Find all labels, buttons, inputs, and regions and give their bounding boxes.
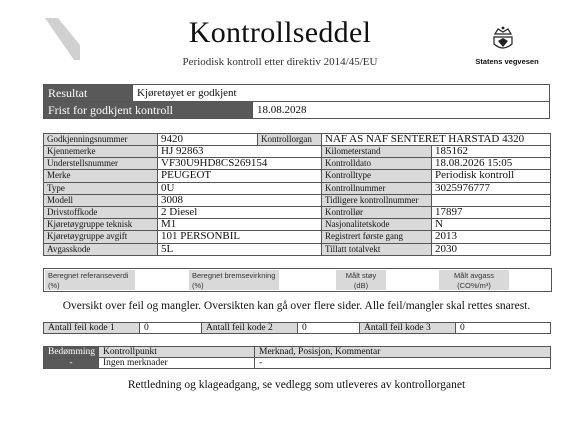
error-count-table bbox=[43, 322, 551, 334]
detail-label: Drivstoffkode bbox=[44, 206, 158, 218]
detail-value: 17897 bbox=[432, 206, 551, 218]
detail-label: Type bbox=[44, 182, 158, 194]
detail-value: 3025976777 bbox=[432, 182, 551, 194]
detail-label: Registrert første gang bbox=[322, 231, 432, 243]
error-count-label: Antall feil kode 1 bbox=[44, 323, 140, 334]
detail-label: Merke bbox=[44, 170, 158, 182]
page-title: Kontrollseddel bbox=[188, 16, 372, 49]
remarks-table bbox=[43, 346, 551, 369]
crown-logo-icon bbox=[486, 22, 520, 56]
detail-value: 185162 bbox=[432, 146, 551, 158]
detail-label: Tillatt totalvekt bbox=[322, 243, 432, 255]
detail-label: Kjøretøygruppe teknisk bbox=[44, 219, 158, 231]
detail-value: 2 Diesel bbox=[158, 206, 322, 218]
detail-label: Kontrollør bbox=[322, 206, 432, 218]
detail-value: PEUGEOT bbox=[158, 170, 322, 182]
measurements-box bbox=[43, 268, 552, 292]
error-count-label: Antall feil kode 3 bbox=[360, 323, 456, 334]
detail-label: Godkjenningsnummer bbox=[44, 134, 158, 146]
detail-value: 9420 bbox=[158, 134, 258, 146]
exhaust-label: Målt avgass (CO%/m³) bbox=[439, 270, 509, 290]
result-table bbox=[43, 84, 550, 102]
result-value: Kjøretøyet er godkjent bbox=[133, 85, 550, 102]
detail-value: 3008 bbox=[158, 194, 322, 206]
detail-label: Kontrolltype bbox=[322, 170, 432, 182]
detail-label: Nasjonalitetskode bbox=[322, 219, 432, 231]
deadline-label: Frist for godkjent kontroll bbox=[44, 102, 253, 119]
reference-value-label: Beregnet referanseverdi (%) bbox=[45, 270, 135, 290]
detail-label: Kontrolldato bbox=[322, 158, 432, 170]
brake-effect-label: Beregnet bremsevirkning (%) bbox=[189, 270, 279, 290]
error-count-value: 0 bbox=[140, 323, 202, 334]
remarks-header-assessment: Bedømming bbox=[44, 347, 99, 358]
detail-label: Understellsnummer bbox=[44, 158, 158, 170]
noise-label: Målt støy (dB) bbox=[336, 270, 386, 290]
error-count-value: 0 bbox=[298, 323, 360, 334]
detail-label: Kjøretøygruppe avgift bbox=[44, 231, 158, 243]
remarks-row-note: - bbox=[255, 358, 551, 369]
detail-value: M1 bbox=[158, 219, 322, 231]
footer-text: Rettledning og klageadgang, se vedlegg som utleveres av kontrollorganet bbox=[127, 379, 466, 391]
error-count-value: 0 bbox=[456, 323, 551, 334]
remarks-row-assessment: - bbox=[44, 358, 99, 369]
error-count-label: Antall feil kode 2 bbox=[202, 323, 298, 334]
logo-text: Statens vegvesen bbox=[475, 57, 539, 66]
detail-label: Tidligere kontrollnummer bbox=[322, 194, 432, 206]
detail-label: Modell bbox=[44, 194, 158, 206]
detail-value: HJ 92863 bbox=[158, 146, 322, 158]
remarks-row-checkpoint: Ingen merknader bbox=[99, 358, 255, 369]
detail-value: VF30U9HD8CS269154 bbox=[158, 158, 322, 170]
detail-value: Periodisk kontroll bbox=[432, 170, 551, 182]
remarks-header-checkpoint: Kontrollpunkt bbox=[99, 347, 255, 358]
detail-label: Kontrollnummer bbox=[322, 182, 432, 194]
detail-value: 2013 bbox=[432, 231, 551, 243]
detail-label: Kjennemerke bbox=[44, 146, 158, 158]
detail-value: 0U bbox=[158, 182, 322, 194]
detail-value: N bbox=[432, 219, 551, 231]
detail-label: Avgasskode bbox=[44, 243, 158, 255]
vehicle-details-grid bbox=[43, 145, 551, 256]
result-label: Resultat bbox=[44, 85, 133, 102]
detail-value: 2030 bbox=[432, 243, 551, 255]
detail-value bbox=[432, 194, 551, 206]
remarks-header-note: Merknad, Posisjon, Kommentar bbox=[255, 347, 551, 358]
detail-value: 101 PERSONBIL bbox=[158, 231, 322, 243]
detail-label: Kilometerstand bbox=[322, 146, 432, 158]
deadline-value: 18.08.2028 bbox=[253, 102, 550, 119]
detail-value: 18.08.2026 15:05 bbox=[432, 158, 551, 170]
control-org-value: NAF AS NAF SENTERET HARSTAD 4320 bbox=[322, 134, 551, 146]
overview-text: Oversikt over feil og mangler. Oversikten kan gå over flere sider. Alle feil/mangler skal rettes snarest. bbox=[62, 300, 531, 312]
page-subtitle: Periodisk kontroll etter direktiv 2014/45/EU bbox=[182, 56, 378, 68]
deadline-table bbox=[43, 101, 550, 119]
detail-value: 5L bbox=[158, 243, 322, 255]
corner-decoration bbox=[0, 0, 80, 60]
control-org-label: Kontrollorgan bbox=[258, 134, 322, 146]
